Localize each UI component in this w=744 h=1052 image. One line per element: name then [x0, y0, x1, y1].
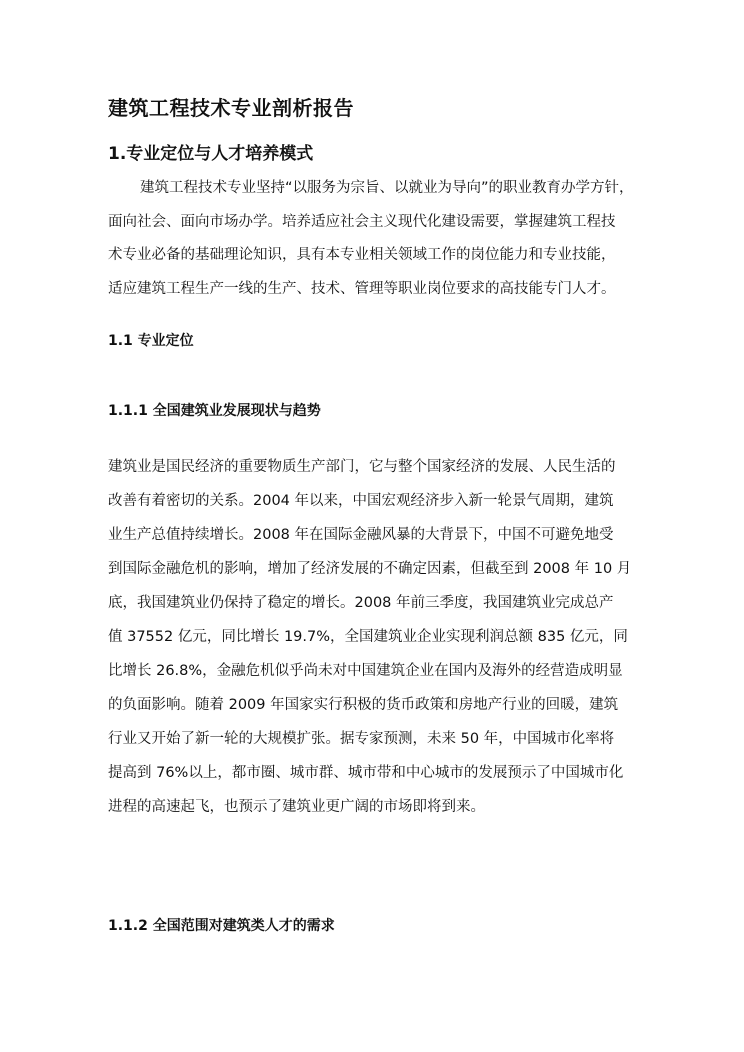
body-line-2: 改善有着密切的关系。2004 年以来，中国宏观经济步入新一轮景气周期，建筑: [108, 493, 614, 509]
body-line-4: 到国际金融危机的影响，增加了经济发展的不确定因素，但截至到 2008 年 10 月: [108, 561, 632, 577]
intro-line-2: 面向社会、面向市场办学。培养适应社会主义现代化建设需要，掌握建筑工程技: [108, 214, 616, 230]
body-line-7: 比增长 26.8%，金融危机似乎尚未对中国建筑企业在国内及海外的经营造成明显: [108, 663, 623, 679]
body-line-6: 值 37552 亿元，同比增长 19.7%，全国建筑业企业实现利润总额 835 亿元，同: [108, 629, 628, 645]
body-line-1: 建筑业是国民经济的重要物质生产部门，它与整个国家经济的发展、人民生活的: [108, 459, 616, 475]
intro-line-1: 建筑工程技术专业坚持“以服务为宗旨、以就业为导向”的职业教育办学方针，: [140, 180, 634, 196]
body-line-8: 的负面影响。随着 2009 年国家实行积极的货币政策和房地产行业的回暖，建筑: [108, 697, 619, 713]
body-line-3: 业生产总值持续增长。2008 年在国际金融风暴的大背景下，中国不可避免地受: [108, 527, 614, 543]
document-title: 建筑工程技术专业剖析报告: [108, 96, 354, 120]
body-line-10: 提高到 76%以上，都市圈、城市群、城市带和中心城市的发展预示了中国城市化: [108, 765, 624, 781]
intro-line-4: 适应建筑工程生产一线的生产、技术、管理等职业岗位要求的高技能专门人才。: [108, 281, 616, 297]
body-line-9: 行业又开始了新一轮的大规模扩张。据专家预测，未来 50 年，中国城市化率将: [108, 731, 615, 747]
section-1-heading: 1.专业定位与人才培养模式: [108, 144, 314, 164]
section-1-1-1-heading: 1.1.1 全国建筑业发展现状与趋势: [108, 403, 321, 419]
body-line-5: 底，我国建筑业仍保持了稳定的增长。2008 年前三季度，我国建筑业完成总产: [108, 595, 614, 611]
section-1-1-2-heading: 1.1.2 全国范围对建筑类人才的需求: [108, 918, 335, 934]
section-1-1-heading: 1.1 专业定位: [108, 333, 194, 349]
intro-line-3: 术专业必备的基础理论知识，具有本专业相关领域工作的岗位能力和专业技能，: [108, 247, 616, 263]
body-line-11: 进程的高速起飞，也预示了建筑业更广阔的市场即将到来。: [108, 799, 485, 815]
